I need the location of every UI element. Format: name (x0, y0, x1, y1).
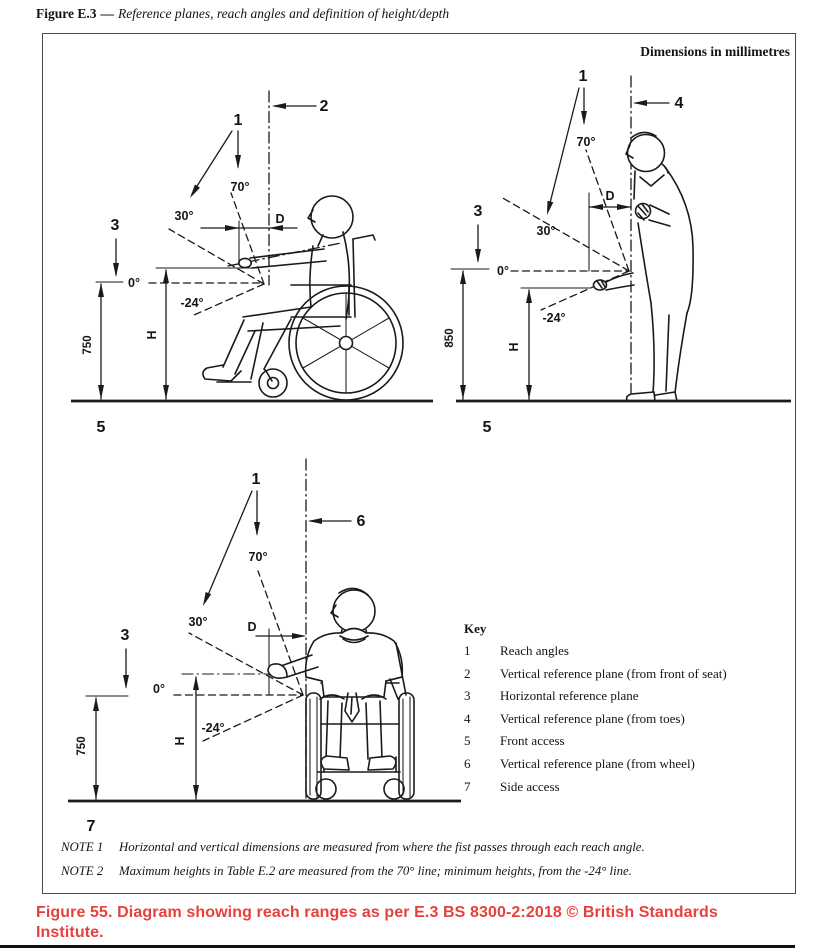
key-item-side-access (464, 780, 786, 803)
dim-d-label: D (605, 189, 615, 203)
horizontal-ref-plane-label: 3 (120, 627, 130, 644)
figure-title-separator: — (100, 6, 114, 21)
note-1-text: Horizontal and vertical dimensions are measured from where the fist passes through each reach angle. (119, 840, 645, 854)
angle-neg24-label: -24° (180, 296, 204, 310)
figure-title-text: Reference planes, reach angles and definition of height/depth (118, 6, 450, 21)
angle-0-label: 0° (128, 276, 140, 290)
key-item-front-access (464, 734, 786, 757)
key-item-vertical-plane-toes (464, 712, 786, 735)
page-bottom-rule (0, 945, 795, 948)
key-item-number: 1 (464, 643, 471, 658)
callout-arrows (110, 103, 316, 277)
notes-block (61, 840, 777, 888)
angle-30-label: 30° (188, 615, 208, 629)
horizontal-ref-plane-label: 3 (110, 217, 120, 234)
angle-0-label: 0° (153, 682, 165, 696)
key-legend (464, 622, 786, 802)
front-access-label: 5 (482, 419, 492, 436)
dimension-lines (86, 629, 306, 799)
standing-person-figure (594, 132, 694, 401)
dim-h-label: H (507, 342, 521, 352)
key-item-label: Side access (500, 778, 560, 794)
note-2 (61, 864, 777, 879)
figure-frame (42, 33, 796, 894)
angle-30-label: 30° (174, 209, 194, 223)
angle-neg24-label: -24° (542, 311, 566, 325)
reach-angles-label: 1 (251, 471, 261, 488)
diagram-wheelchair-side-view (61, 79, 441, 435)
diagram-wheelchair-front-view (56, 451, 471, 841)
angle-70-label: 70° (248, 550, 268, 564)
key-heading: Key (464, 621, 487, 636)
dim-h-label: H (145, 330, 159, 340)
dim-750-label: 750 (76, 736, 88, 756)
angle-70-label: 70° (576, 135, 596, 149)
vertical-ref-plane-label: 2 (319, 98, 329, 115)
angle-30-label: 30° (536, 224, 556, 238)
dim-d-label: D (247, 620, 257, 634)
key-item-number: 5 (464, 733, 471, 749)
note-2-text: Maximum heights in Table E.2 are measured from the 70° line; minimum heights, from the -24° line. (119, 864, 632, 878)
front-access-label: 5 (96, 419, 106, 435)
key-item-number: 3 (464, 688, 471, 704)
dim-d-label: D (275, 212, 285, 226)
reach-angle-lines (501, 150, 629, 310)
key-item-label: Front access (500, 733, 565, 749)
figure-number: Figure E.3 (36, 6, 97, 21)
key-item-vertical-plane-wheel (464, 757, 786, 780)
reach-angles-label: 1 (578, 68, 588, 85)
key-item-label: Vertical reference plane (from toes) (500, 710, 685, 726)
wheelchair-user-front (268, 588, 406, 770)
key-item-number: 7 (464, 778, 471, 794)
dim-h-label: H (173, 736, 187, 746)
key-item-number: 2 (464, 665, 471, 681)
key-item-label: Horizontal reference plane (500, 688, 639, 704)
key-item-label: Vertical reference plane (from front of seat) (500, 665, 727, 681)
reach-angle-lines (174, 571, 303, 741)
figure-heading (36, 6, 449, 22)
dimensions-note: Dimensions in millimetres (640, 44, 790, 59)
key-item-number: 4 (464, 710, 471, 726)
key-item-vertical-plane-seat (464, 667, 786, 690)
diagram-standing-person (441, 63, 793, 441)
wheelchair-front (306, 683, 414, 799)
angle-neg24-label: -24° (201, 721, 225, 735)
figure-caption: Figure 55. Diagram showing reach ranges as per E.3 BS 8300-2:2018 © British Standards Institute. (36, 904, 718, 942)
key-item-label: Reach angles (500, 643, 569, 658)
note-1-label: NOTE 1 (61, 840, 104, 854)
angle-0-label: 0° (497, 264, 509, 278)
vertical-ref-plane-label: 4 (674, 95, 684, 112)
key-item-number: 6 (464, 755, 471, 771)
note-1 (61, 840, 777, 855)
side-access-label: 7 (86, 818, 96, 835)
key-item-label: Vertical reference plane (from wheel) (500, 755, 695, 771)
vertical-ref-plane-label: 6 (356, 513, 366, 530)
key-item-reach-angles (464, 644, 786, 667)
reach-angles-label: 1 (233, 112, 243, 129)
dim-750-label: 750 (82, 335, 94, 355)
key-item-horizontal-plane (464, 689, 786, 712)
note-2-label: NOTE 2 (61, 864, 104, 878)
angle-70-label: 70° (230, 180, 250, 194)
diagram-a-labels (82, 98, 329, 435)
horizontal-ref-plane-label: 3 (473, 203, 483, 220)
dim-850-label: 850 (444, 328, 456, 348)
